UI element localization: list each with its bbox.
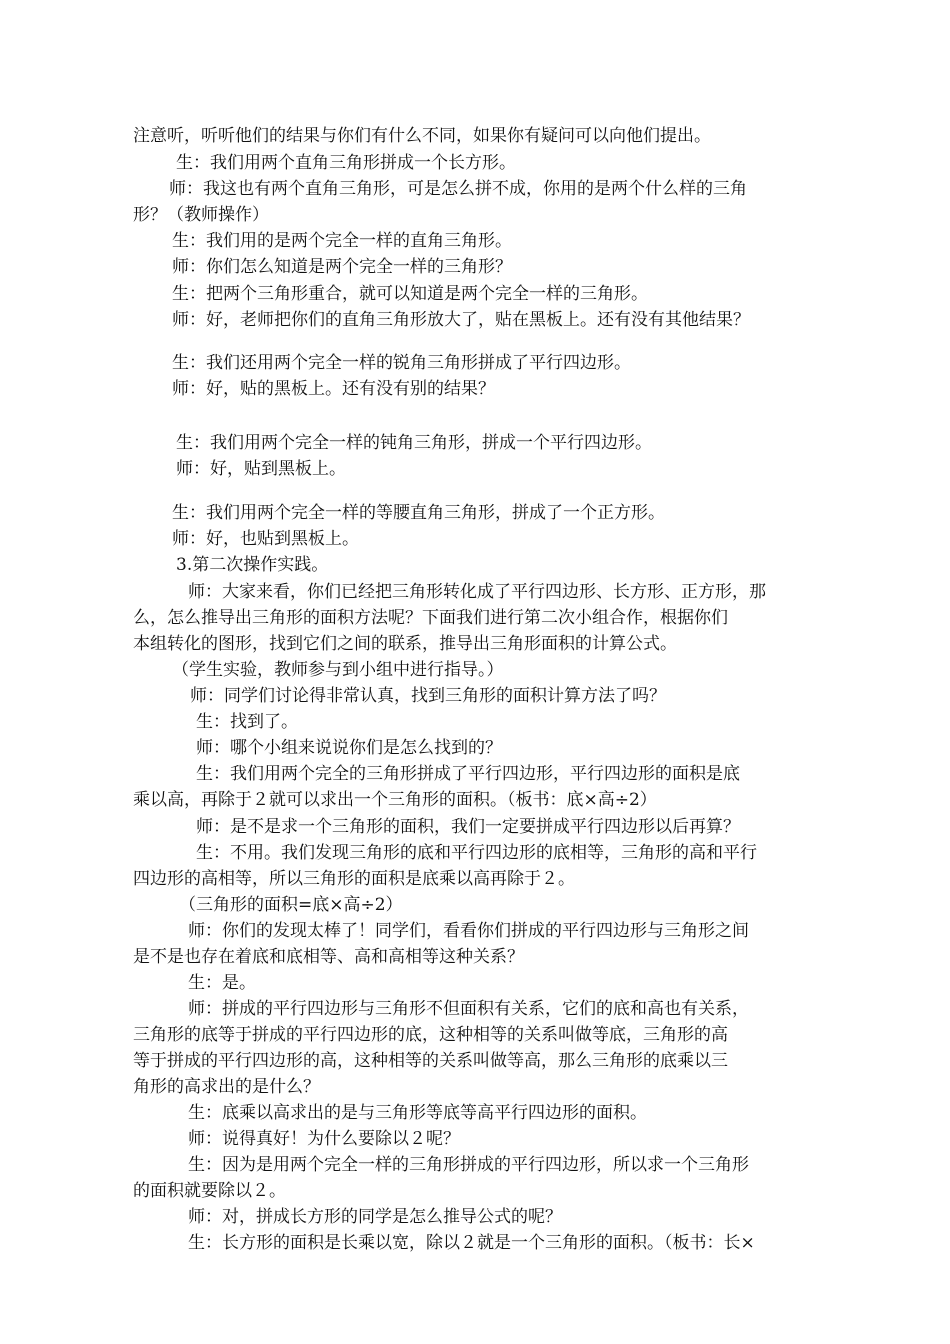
text-line: 的面积就要除以２。 [133,1181,286,1201]
formula-line: （三角形的面积=底×高÷2） [179,895,403,915]
text-line: 师：你们怎么知道是两个完全一样的三角形？ [172,257,512,277]
text-line: 师：大家来看，你们已经把三角形转化成了平行四边形、长方形、正方形，那 [188,582,766,602]
text-line: 生：我们用两个完全一样的钝角三角形，拼成一个平行四边形。 [176,433,652,453]
text-line: 形？（教师操作） [133,205,269,225]
text-line: 师：你们的发现太棒了！同学们，看看你们拼成的平行四边形与三角形之间 [188,921,749,941]
text-line: （学生实验，教师参与到小组中进行指导。） [172,660,504,680]
text-line: 四边形的高相等，所以三角形的面积是底乘以高再除于２。 [133,869,575,889]
text-line: 生：底乘以高求出的是与三角形等底等高平行四边形的面积。 [188,1103,647,1123]
text-line: 等于拼成的平行四边形的高，这种相等的关系叫做等高，那么三角形的底乘以三 [133,1051,728,1071]
text-line: 生：因为是用两个完全一样的三角形拼成的平行四边形，所以求一个三角形 [188,1155,749,1175]
text-line: 师：对，拼成长方形的同学是怎么推导公式的呢？ [188,1207,562,1227]
text-line: 师：哪个小组来说说你们是怎么找到的？ [196,738,502,758]
text-line: 师：好，也贴到黑板上。 [172,529,359,549]
text-line: 师：好，老师把你们的直角三角形放大了，贴在黑板上。还有没有其他结果？ [172,310,750,330]
text-line: 师：同学们讨论得非常认真，找到三角形的面积计算方法了吗？ [190,686,666,706]
text-line: 角形的高求出的是什么？ [133,1077,320,1097]
text-line: 师：是不是求一个三角形的面积，我们一定要拼成平行四边形以后再算？ [196,817,740,837]
text-line: 三角形的底等于拼成的平行四边形的底，这种相等的关系叫做等底，三角形的高 [133,1025,728,1045]
text-line: 生：我们用的是两个完全一样的直角三角形。 [172,231,512,251]
text-line: 本组转化的图形，找到它们之间的联系，推导出三角形面积的计算公式。 [133,634,677,654]
text-line: 生：找到了。 [196,712,298,732]
text-line: 注意听，听听他们的结果与你们有什么不同，如果你有疑问可以向他们提出。 [133,126,711,146]
text-line: 生：我们还用两个完全一样的锐角三角形拼成了平行四边形。 [172,353,631,373]
text-line: 师：好，贴的黑板上。还有没有别的结果？ [172,379,495,399]
text-line: 生：我们用两个完全一样的等腰直角三角形，拼成了一个正方形。 [172,503,665,523]
text-line: 师：我这也有两个直角三角形，可是怎么拼不成，你用的是两个什么样的三角 [169,179,747,199]
text-line: 师：好，贴到黑板上。 [176,459,346,479]
text-line: 师：拼成的平行四边形与三角形不但面积有关系，它们的底和高也有关系， [188,999,749,1019]
text-line: 生：把两个三角形重合，就可以知道是两个完全一样的三角形。 [172,284,648,304]
text-line: 生：我们用两个直角三角形拼成一个长方形。 [176,153,516,173]
text-line: 么，怎么推导出三角形的面积方法呢？下面我们进行第二次小组合作，根据你们 [133,608,728,628]
text-line: 师：说得真好！为什么要除以２呢？ [188,1129,460,1149]
text-line: 生：是。 [188,973,256,993]
text-line: 生：不用。我们发现三角形的底和平行四边形的底相等，三角形的高和平行 [196,843,757,863]
text-line: 生：我们用两个完全的三角形拼成了平行四边形，平行四边形的面积是底 [196,764,740,784]
text-line: 生：长方形的面积是长乘以宽，除以２就是一个三角形的面积。（板书：长× [188,1233,755,1253]
text-line: 是不是也存在着底和底相等、高和高相等这种关系？ [133,947,524,967]
section-heading: 3.第二次操作实践。 [176,555,329,575]
text-line: 乘以高，再除于２就可以求出一个三角形的面积。（板书：底×高÷2） [133,790,657,810]
